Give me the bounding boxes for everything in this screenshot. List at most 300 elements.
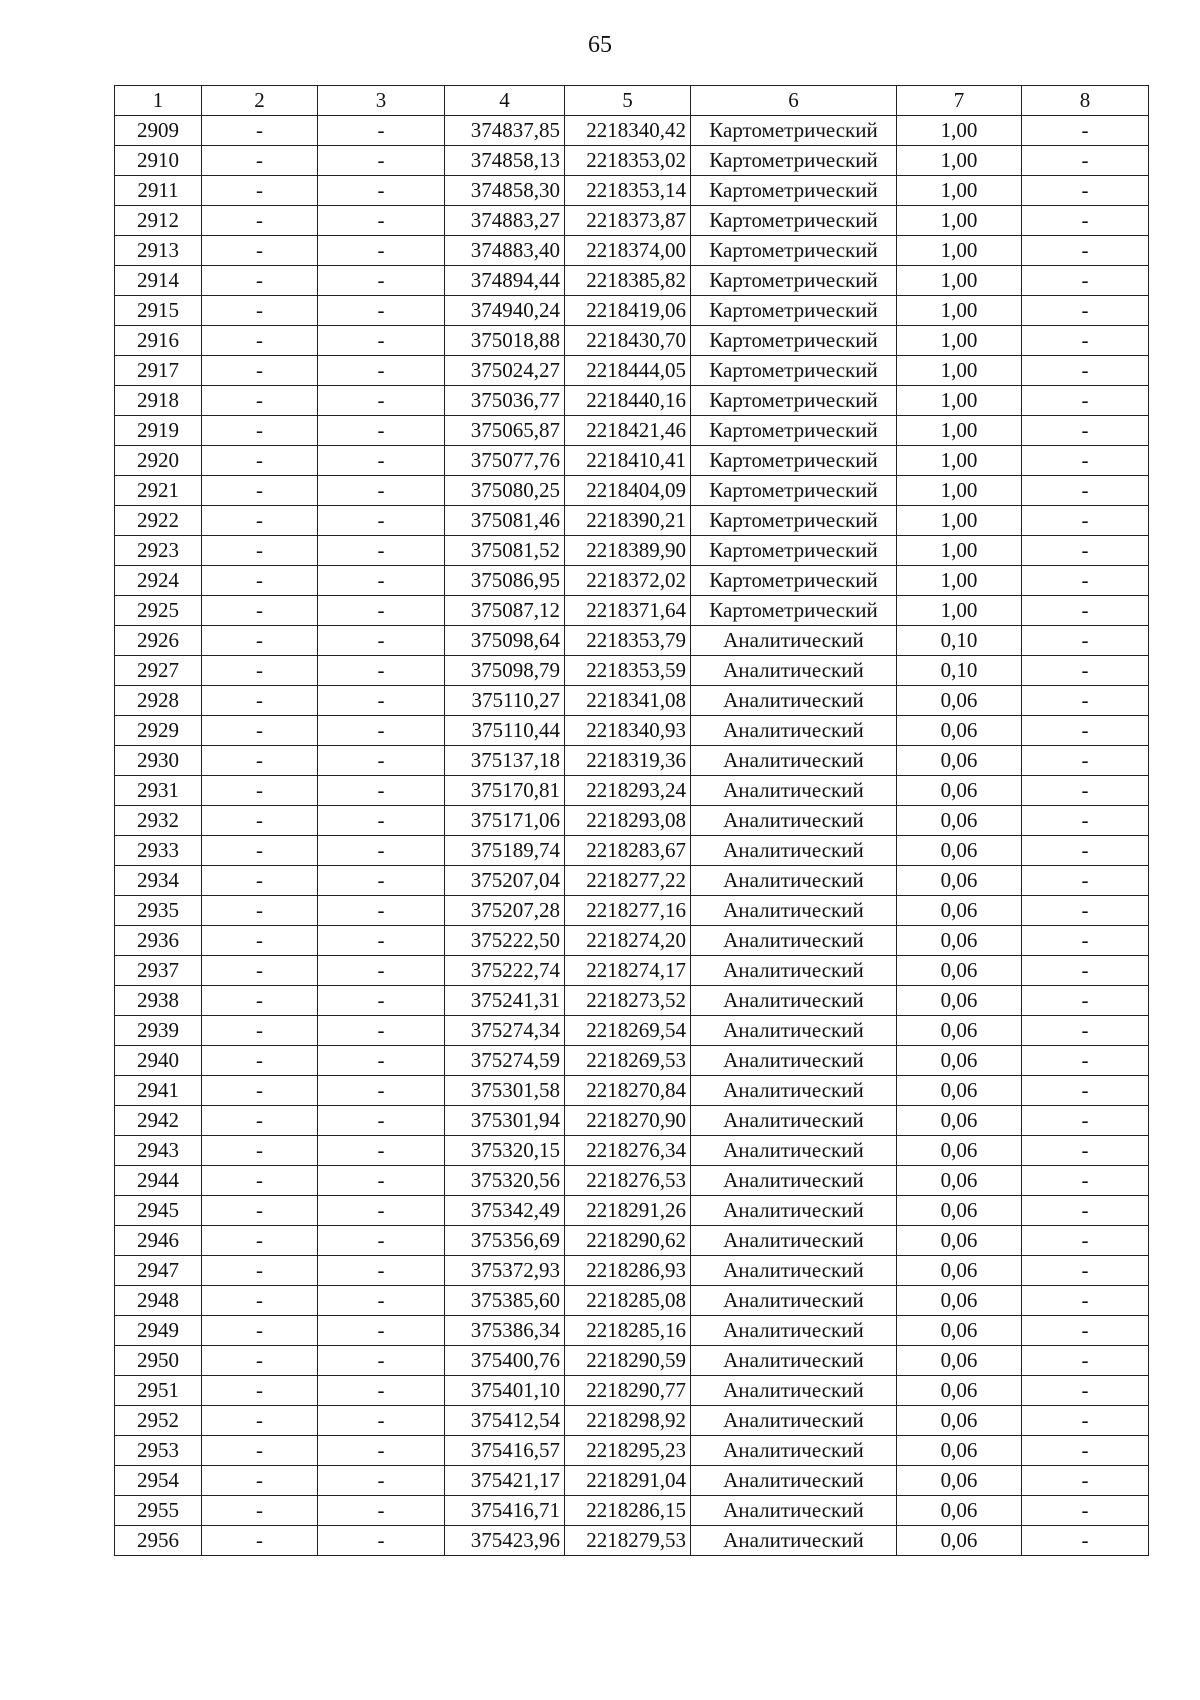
point-number-cell: 2924 bbox=[115, 566, 202, 596]
col8-cell: - bbox=[1022, 596, 1149, 626]
method-cell: Аналитический bbox=[691, 1256, 897, 1286]
point-number-cell: 2909 bbox=[115, 116, 202, 146]
x-coordinate-cell: 375400,76 bbox=[445, 1346, 565, 1376]
col2-cell: - bbox=[202, 1076, 318, 1106]
table-row bbox=[115, 746, 1149, 776]
col2-cell: - bbox=[202, 986, 318, 1016]
point-number-cell: 2956 bbox=[115, 1526, 202, 1556]
method-cell: Картометрический bbox=[691, 446, 897, 476]
col8-cell: - bbox=[1022, 926, 1149, 956]
col3-cell: - bbox=[318, 656, 445, 686]
col3-cell: - bbox=[318, 1046, 445, 1076]
col8-cell: - bbox=[1022, 356, 1149, 386]
x-coordinate-cell: 375036,77 bbox=[445, 386, 565, 416]
col8-cell: - bbox=[1022, 536, 1149, 566]
accuracy-cell: 1,00 bbox=[897, 176, 1022, 206]
point-number-cell: 2910 bbox=[115, 146, 202, 176]
col8-cell: - bbox=[1022, 506, 1149, 536]
col2-cell: - bbox=[202, 596, 318, 626]
col2-cell: - bbox=[202, 206, 318, 236]
method-cell: Аналитический bbox=[691, 1346, 897, 1376]
y-coordinate-cell: 2218372,02 bbox=[565, 566, 691, 596]
table-row bbox=[115, 836, 1149, 866]
col8-cell: - bbox=[1022, 416, 1149, 446]
col8-cell: - bbox=[1022, 236, 1149, 266]
table-row bbox=[115, 1436, 1149, 1466]
y-coordinate-cell: 2218353,79 bbox=[565, 626, 691, 656]
table-row bbox=[115, 296, 1149, 326]
col2-cell: - bbox=[202, 176, 318, 206]
accuracy-cell: 1,00 bbox=[897, 206, 1022, 236]
col8-cell: - bbox=[1022, 746, 1149, 776]
accuracy-cell: 1,00 bbox=[897, 326, 1022, 356]
x-coordinate-cell: 375081,46 bbox=[445, 506, 565, 536]
col8-cell: - bbox=[1022, 1196, 1149, 1226]
method-cell: Аналитический bbox=[691, 1436, 897, 1466]
point-number-cell: 2918 bbox=[115, 386, 202, 416]
method-cell: Картометрический bbox=[691, 176, 897, 206]
accuracy-cell: 0,06 bbox=[897, 1076, 1022, 1106]
table-row bbox=[115, 1466, 1149, 1496]
x-coordinate-cell: 375077,76 bbox=[445, 446, 565, 476]
col8-cell: - bbox=[1022, 206, 1149, 236]
table-row bbox=[115, 1106, 1149, 1136]
col8-cell: - bbox=[1022, 686, 1149, 716]
x-coordinate-cell: 375110,44 bbox=[445, 716, 565, 746]
col2-cell: - bbox=[202, 1226, 318, 1256]
y-coordinate-cell: 2218293,08 bbox=[565, 806, 691, 836]
point-number-cell: 2940 bbox=[115, 1046, 202, 1076]
table-row bbox=[115, 1046, 1149, 1076]
col3-cell: - bbox=[318, 1496, 445, 1526]
method-cell: Картометрический bbox=[691, 236, 897, 266]
method-cell: Аналитический bbox=[691, 836, 897, 866]
col3-cell: - bbox=[318, 146, 445, 176]
table-body bbox=[115, 116, 1149, 1556]
table-row bbox=[115, 1196, 1149, 1226]
col2-cell: - bbox=[202, 1046, 318, 1076]
col2-cell: - bbox=[202, 1526, 318, 1556]
x-coordinate-cell: 374940,24 bbox=[445, 296, 565, 326]
y-coordinate-cell: 2218279,53 bbox=[565, 1526, 691, 1556]
method-cell: Аналитический bbox=[691, 806, 897, 836]
y-coordinate-cell: 2218440,16 bbox=[565, 386, 691, 416]
x-coordinate-cell: 375065,87 bbox=[445, 416, 565, 446]
method-cell: Аналитический bbox=[691, 986, 897, 1016]
table-row bbox=[115, 1316, 1149, 1346]
x-coordinate-cell: 375386,34 bbox=[445, 1316, 565, 1346]
table-row bbox=[115, 656, 1149, 686]
table-row bbox=[115, 326, 1149, 356]
accuracy-cell: 0,06 bbox=[897, 1136, 1022, 1166]
method-cell: Картометрический bbox=[691, 116, 897, 146]
col3-cell: - bbox=[318, 956, 445, 986]
col3-cell: - bbox=[318, 896, 445, 926]
point-number-cell: 2915 bbox=[115, 296, 202, 326]
x-coordinate-cell: 375098,79 bbox=[445, 656, 565, 686]
x-coordinate-cell: 375080,25 bbox=[445, 476, 565, 506]
method-cell: Аналитический bbox=[691, 1406, 897, 1436]
col2-cell: - bbox=[202, 1286, 318, 1316]
table-row bbox=[115, 806, 1149, 836]
y-coordinate-cell: 2218270,84 bbox=[565, 1076, 691, 1106]
col8-cell: - bbox=[1022, 986, 1149, 1016]
x-coordinate-cell: 375086,95 bbox=[445, 566, 565, 596]
y-coordinate-cell: 2218286,15 bbox=[565, 1496, 691, 1526]
method-cell: Аналитический bbox=[691, 656, 897, 686]
col2-cell: - bbox=[202, 656, 318, 686]
x-coordinate-cell: 375301,94 bbox=[445, 1106, 565, 1136]
point-number-cell: 2933 bbox=[115, 836, 202, 866]
col3-cell: - bbox=[318, 386, 445, 416]
table-row bbox=[115, 1256, 1149, 1286]
accuracy-cell: 0,06 bbox=[897, 1166, 1022, 1196]
col3-cell: - bbox=[318, 266, 445, 296]
x-coordinate-cell: 374837,85 bbox=[445, 116, 565, 146]
method-cell: Аналитический bbox=[691, 1046, 897, 1076]
x-coordinate-cell: 375018,88 bbox=[445, 326, 565, 356]
y-coordinate-cell: 2218353,59 bbox=[565, 656, 691, 686]
x-coordinate-cell: 375171,06 bbox=[445, 806, 565, 836]
point-number-cell: 2916 bbox=[115, 326, 202, 356]
point-number-cell: 2930 bbox=[115, 746, 202, 776]
table-row bbox=[115, 416, 1149, 446]
point-number-cell: 2938 bbox=[115, 986, 202, 1016]
point-number-cell: 2922 bbox=[115, 506, 202, 536]
point-number-cell: 2931 bbox=[115, 776, 202, 806]
col3-cell: - bbox=[318, 236, 445, 266]
table-row bbox=[115, 476, 1149, 506]
accuracy-cell: 1,00 bbox=[897, 506, 1022, 536]
y-coordinate-cell: 2218276,53 bbox=[565, 1166, 691, 1196]
col2-cell: - bbox=[202, 1316, 318, 1346]
col3-cell: - bbox=[318, 536, 445, 566]
y-coordinate-cell: 2218269,53 bbox=[565, 1046, 691, 1076]
col2-cell: - bbox=[202, 926, 318, 956]
col3-cell: - bbox=[318, 116, 445, 146]
y-coordinate-cell: 2218353,02 bbox=[565, 146, 691, 176]
method-cell: Аналитический bbox=[691, 1286, 897, 1316]
col2-cell: - bbox=[202, 1166, 318, 1196]
col8-cell: - bbox=[1022, 1046, 1149, 1076]
method-cell: Аналитический bbox=[691, 866, 897, 896]
column-header: 8 bbox=[1022, 86, 1149, 116]
col3-cell: - bbox=[318, 1106, 445, 1136]
y-coordinate-cell: 2218290,62 bbox=[565, 1226, 691, 1256]
accuracy-cell: 0,06 bbox=[897, 866, 1022, 896]
point-number-cell: 2941 bbox=[115, 1076, 202, 1106]
col3-cell: - bbox=[318, 806, 445, 836]
col3-cell: - bbox=[318, 866, 445, 896]
y-coordinate-cell: 2218390,21 bbox=[565, 506, 691, 536]
method-cell: Картометрический bbox=[691, 506, 897, 536]
point-number-cell: 2950 bbox=[115, 1346, 202, 1376]
col3-cell: - bbox=[318, 836, 445, 866]
point-number-cell: 2939 bbox=[115, 1016, 202, 1046]
col2-cell: - bbox=[202, 1196, 318, 1226]
x-coordinate-cell: 375412,54 bbox=[445, 1406, 565, 1436]
accuracy-cell: 0,06 bbox=[897, 1496, 1022, 1526]
method-cell: Аналитический bbox=[691, 1196, 897, 1226]
y-coordinate-cell: 2218410,41 bbox=[565, 446, 691, 476]
point-number-cell: 2951 bbox=[115, 1376, 202, 1406]
accuracy-cell: 0,06 bbox=[897, 1256, 1022, 1286]
point-number-cell: 2952 bbox=[115, 1406, 202, 1436]
method-cell: Аналитический bbox=[691, 1316, 897, 1346]
col2-cell: - bbox=[202, 536, 318, 566]
x-coordinate-cell: 375189,74 bbox=[445, 836, 565, 866]
accuracy-cell: 0,10 bbox=[897, 656, 1022, 686]
table-row bbox=[115, 956, 1149, 986]
accuracy-cell: 1,00 bbox=[897, 536, 1022, 566]
accuracy-cell: 1,00 bbox=[897, 446, 1022, 476]
col8-cell: - bbox=[1022, 866, 1149, 896]
y-coordinate-cell: 2218319,36 bbox=[565, 746, 691, 776]
point-number-cell: 2937 bbox=[115, 956, 202, 986]
x-coordinate-cell: 375241,31 bbox=[445, 986, 565, 1016]
col8-cell: - bbox=[1022, 626, 1149, 656]
method-cell: Аналитический bbox=[691, 1016, 897, 1046]
col8-cell: - bbox=[1022, 1466, 1149, 1496]
col2-cell: - bbox=[202, 1466, 318, 1496]
method-cell: Картометрический bbox=[691, 386, 897, 416]
table-row bbox=[115, 1346, 1149, 1376]
x-coordinate-cell: 375137,18 bbox=[445, 746, 565, 776]
y-coordinate-cell: 2218274,20 bbox=[565, 926, 691, 956]
method-cell: Картометрический bbox=[691, 356, 897, 386]
x-coordinate-cell: 375342,49 bbox=[445, 1196, 565, 1226]
col8-cell: - bbox=[1022, 1256, 1149, 1286]
y-coordinate-cell: 2218273,52 bbox=[565, 986, 691, 1016]
col8-cell: - bbox=[1022, 1406, 1149, 1436]
table-row bbox=[115, 1076, 1149, 1106]
accuracy-cell: 0,06 bbox=[897, 986, 1022, 1016]
col2-cell: - bbox=[202, 1376, 318, 1406]
col3-cell: - bbox=[318, 1076, 445, 1106]
col3-cell: - bbox=[318, 326, 445, 356]
col8-cell: - bbox=[1022, 146, 1149, 176]
point-number-cell: 2953 bbox=[115, 1436, 202, 1466]
y-coordinate-cell: 2218295,23 bbox=[565, 1436, 691, 1466]
method-cell: Аналитический bbox=[691, 1076, 897, 1106]
col2-cell: - bbox=[202, 776, 318, 806]
col8-cell: - bbox=[1022, 1346, 1149, 1376]
method-cell: Аналитический bbox=[691, 746, 897, 776]
table-row bbox=[115, 356, 1149, 386]
col3-cell: - bbox=[318, 626, 445, 656]
column-header: 7 bbox=[897, 86, 1022, 116]
col2-cell: - bbox=[202, 896, 318, 926]
y-coordinate-cell: 2218385,82 bbox=[565, 266, 691, 296]
col3-cell: - bbox=[318, 1136, 445, 1166]
x-coordinate-cell: 375320,56 bbox=[445, 1166, 565, 1196]
method-cell: Аналитический bbox=[691, 1136, 897, 1166]
accuracy-cell: 0,06 bbox=[897, 716, 1022, 746]
column-header: 4 bbox=[445, 86, 565, 116]
y-coordinate-cell: 2218276,34 bbox=[565, 1136, 691, 1166]
table-row bbox=[115, 1166, 1149, 1196]
method-cell: Аналитический bbox=[691, 776, 897, 806]
accuracy-cell: 0,06 bbox=[897, 896, 1022, 926]
col2-cell: - bbox=[202, 1496, 318, 1526]
col2-cell: - bbox=[202, 746, 318, 776]
accuracy-cell: 1,00 bbox=[897, 566, 1022, 596]
point-number-cell: 2935 bbox=[115, 896, 202, 926]
point-number-cell: 2944 bbox=[115, 1166, 202, 1196]
col8-cell: - bbox=[1022, 806, 1149, 836]
col8-cell: - bbox=[1022, 1286, 1149, 1316]
x-coordinate-cell: 375320,15 bbox=[445, 1136, 565, 1166]
x-coordinate-cell: 374883,40 bbox=[445, 236, 565, 266]
accuracy-cell: 1,00 bbox=[897, 476, 1022, 506]
col2-cell: - bbox=[202, 236, 318, 266]
accuracy-cell: 0,06 bbox=[897, 806, 1022, 836]
table-row bbox=[115, 176, 1149, 206]
col3-cell: - bbox=[318, 356, 445, 386]
col3-cell: - bbox=[318, 1406, 445, 1436]
method-cell: Картометрический bbox=[691, 566, 897, 596]
col2-cell: - bbox=[202, 416, 318, 446]
x-coordinate-cell: 375385,60 bbox=[445, 1286, 565, 1316]
col8-cell: - bbox=[1022, 446, 1149, 476]
col3-cell: - bbox=[318, 1526, 445, 1556]
y-coordinate-cell: 2218404,09 bbox=[565, 476, 691, 506]
accuracy-cell: 0,06 bbox=[897, 1316, 1022, 1346]
point-number-cell: 2949 bbox=[115, 1316, 202, 1346]
method-cell: Аналитический bbox=[691, 686, 897, 716]
col3-cell: - bbox=[318, 476, 445, 506]
col2-cell: - bbox=[202, 446, 318, 476]
col2-cell: - bbox=[202, 836, 318, 866]
col3-cell: - bbox=[318, 506, 445, 536]
col8-cell: - bbox=[1022, 1166, 1149, 1196]
col3-cell: - bbox=[318, 416, 445, 446]
table-row bbox=[115, 776, 1149, 806]
table-row bbox=[115, 716, 1149, 746]
accuracy-cell: 0,06 bbox=[897, 1286, 1022, 1316]
point-number-cell: 2913 bbox=[115, 236, 202, 266]
col2-cell: - bbox=[202, 1346, 318, 1376]
col3-cell: - bbox=[318, 1166, 445, 1196]
y-coordinate-cell: 2218444,05 bbox=[565, 356, 691, 386]
point-number-cell: 2936 bbox=[115, 926, 202, 956]
table-row bbox=[115, 116, 1149, 146]
point-number-cell: 2914 bbox=[115, 266, 202, 296]
col8-cell: - bbox=[1022, 956, 1149, 986]
col8-cell: - bbox=[1022, 836, 1149, 866]
x-coordinate-cell: 375372,93 bbox=[445, 1256, 565, 1286]
accuracy-cell: 0,06 bbox=[897, 836, 1022, 866]
point-number-cell: 2932 bbox=[115, 806, 202, 836]
y-coordinate-cell: 2218341,08 bbox=[565, 686, 691, 716]
column-header: 2 bbox=[202, 86, 318, 116]
y-coordinate-cell: 2218419,06 bbox=[565, 296, 691, 326]
accuracy-cell: 0,06 bbox=[897, 1016, 1022, 1046]
point-number-cell: 2920 bbox=[115, 446, 202, 476]
table-row bbox=[115, 1226, 1149, 1256]
col8-cell: - bbox=[1022, 1526, 1149, 1556]
col3-cell: - bbox=[318, 746, 445, 776]
col8-cell: - bbox=[1022, 716, 1149, 746]
col2-cell: - bbox=[202, 686, 318, 716]
accuracy-cell: 1,00 bbox=[897, 266, 1022, 296]
col8-cell: - bbox=[1022, 896, 1149, 926]
accuracy-cell: 0,06 bbox=[897, 1106, 1022, 1136]
col3-cell: - bbox=[318, 596, 445, 626]
col2-cell: - bbox=[202, 716, 318, 746]
table-row bbox=[115, 206, 1149, 236]
col3-cell: - bbox=[318, 1376, 445, 1406]
accuracy-cell: 1,00 bbox=[897, 116, 1022, 146]
column-header: 6 bbox=[691, 86, 897, 116]
table-row bbox=[115, 896, 1149, 926]
col2-cell: - bbox=[202, 866, 318, 896]
method-cell: Картометрический bbox=[691, 326, 897, 356]
col8-cell: - bbox=[1022, 1136, 1149, 1166]
accuracy-cell: 0,06 bbox=[897, 1466, 1022, 1496]
column-header: 1 bbox=[115, 86, 202, 116]
table-row bbox=[115, 146, 1149, 176]
table-row bbox=[115, 1376, 1149, 1406]
x-coordinate-cell: 374894,44 bbox=[445, 266, 565, 296]
method-cell: Картометрический bbox=[691, 146, 897, 176]
table-row bbox=[115, 1136, 1149, 1166]
col8-cell: - bbox=[1022, 1316, 1149, 1346]
col2-cell: - bbox=[202, 386, 318, 416]
table-row bbox=[115, 1016, 1149, 1046]
accuracy-cell: 0,06 bbox=[897, 956, 1022, 986]
table-row bbox=[115, 596, 1149, 626]
x-coordinate-cell: 375207,28 bbox=[445, 896, 565, 926]
method-cell: Картометрический bbox=[691, 596, 897, 626]
accuracy-cell: 1,00 bbox=[897, 356, 1022, 386]
accuracy-cell: 0,06 bbox=[897, 1376, 1022, 1406]
accuracy-cell: 0,06 bbox=[897, 686, 1022, 716]
y-coordinate-cell: 2218277,22 bbox=[565, 866, 691, 896]
method-cell: Аналитический bbox=[691, 1226, 897, 1256]
col2-cell: - bbox=[202, 1016, 318, 1046]
page-number: 65 bbox=[588, 32, 612, 58]
table-row bbox=[115, 926, 1149, 956]
col3-cell: - bbox=[318, 1286, 445, 1316]
y-coordinate-cell: 2218285,08 bbox=[565, 1286, 691, 1316]
x-coordinate-cell: 375301,58 bbox=[445, 1076, 565, 1106]
col2-cell: - bbox=[202, 116, 318, 146]
accuracy-cell: 1,00 bbox=[897, 596, 1022, 626]
col3-cell: - bbox=[318, 1016, 445, 1046]
x-coordinate-cell: 375274,59 bbox=[445, 1046, 565, 1076]
table-row bbox=[115, 986, 1149, 1016]
col2-cell: - bbox=[202, 956, 318, 986]
y-coordinate-cell: 2218373,87 bbox=[565, 206, 691, 236]
col8-cell: - bbox=[1022, 386, 1149, 416]
y-coordinate-cell: 2218340,42 bbox=[565, 116, 691, 146]
col2-cell: - bbox=[202, 1436, 318, 1466]
x-coordinate-cell: 375416,57 bbox=[445, 1436, 565, 1466]
point-number-cell: 2912 bbox=[115, 206, 202, 236]
y-coordinate-cell: 2218270,90 bbox=[565, 1106, 691, 1136]
accuracy-cell: 1,00 bbox=[897, 296, 1022, 326]
col2-cell: - bbox=[202, 266, 318, 296]
table-row bbox=[115, 266, 1149, 296]
x-coordinate-cell: 374858,13 bbox=[445, 146, 565, 176]
col3-cell: - bbox=[318, 1196, 445, 1226]
col2-cell: - bbox=[202, 806, 318, 836]
point-number-cell: 2925 bbox=[115, 596, 202, 626]
col3-cell: - bbox=[318, 176, 445, 206]
y-coordinate-cell: 2218371,64 bbox=[565, 596, 691, 626]
col3-cell: - bbox=[318, 296, 445, 326]
